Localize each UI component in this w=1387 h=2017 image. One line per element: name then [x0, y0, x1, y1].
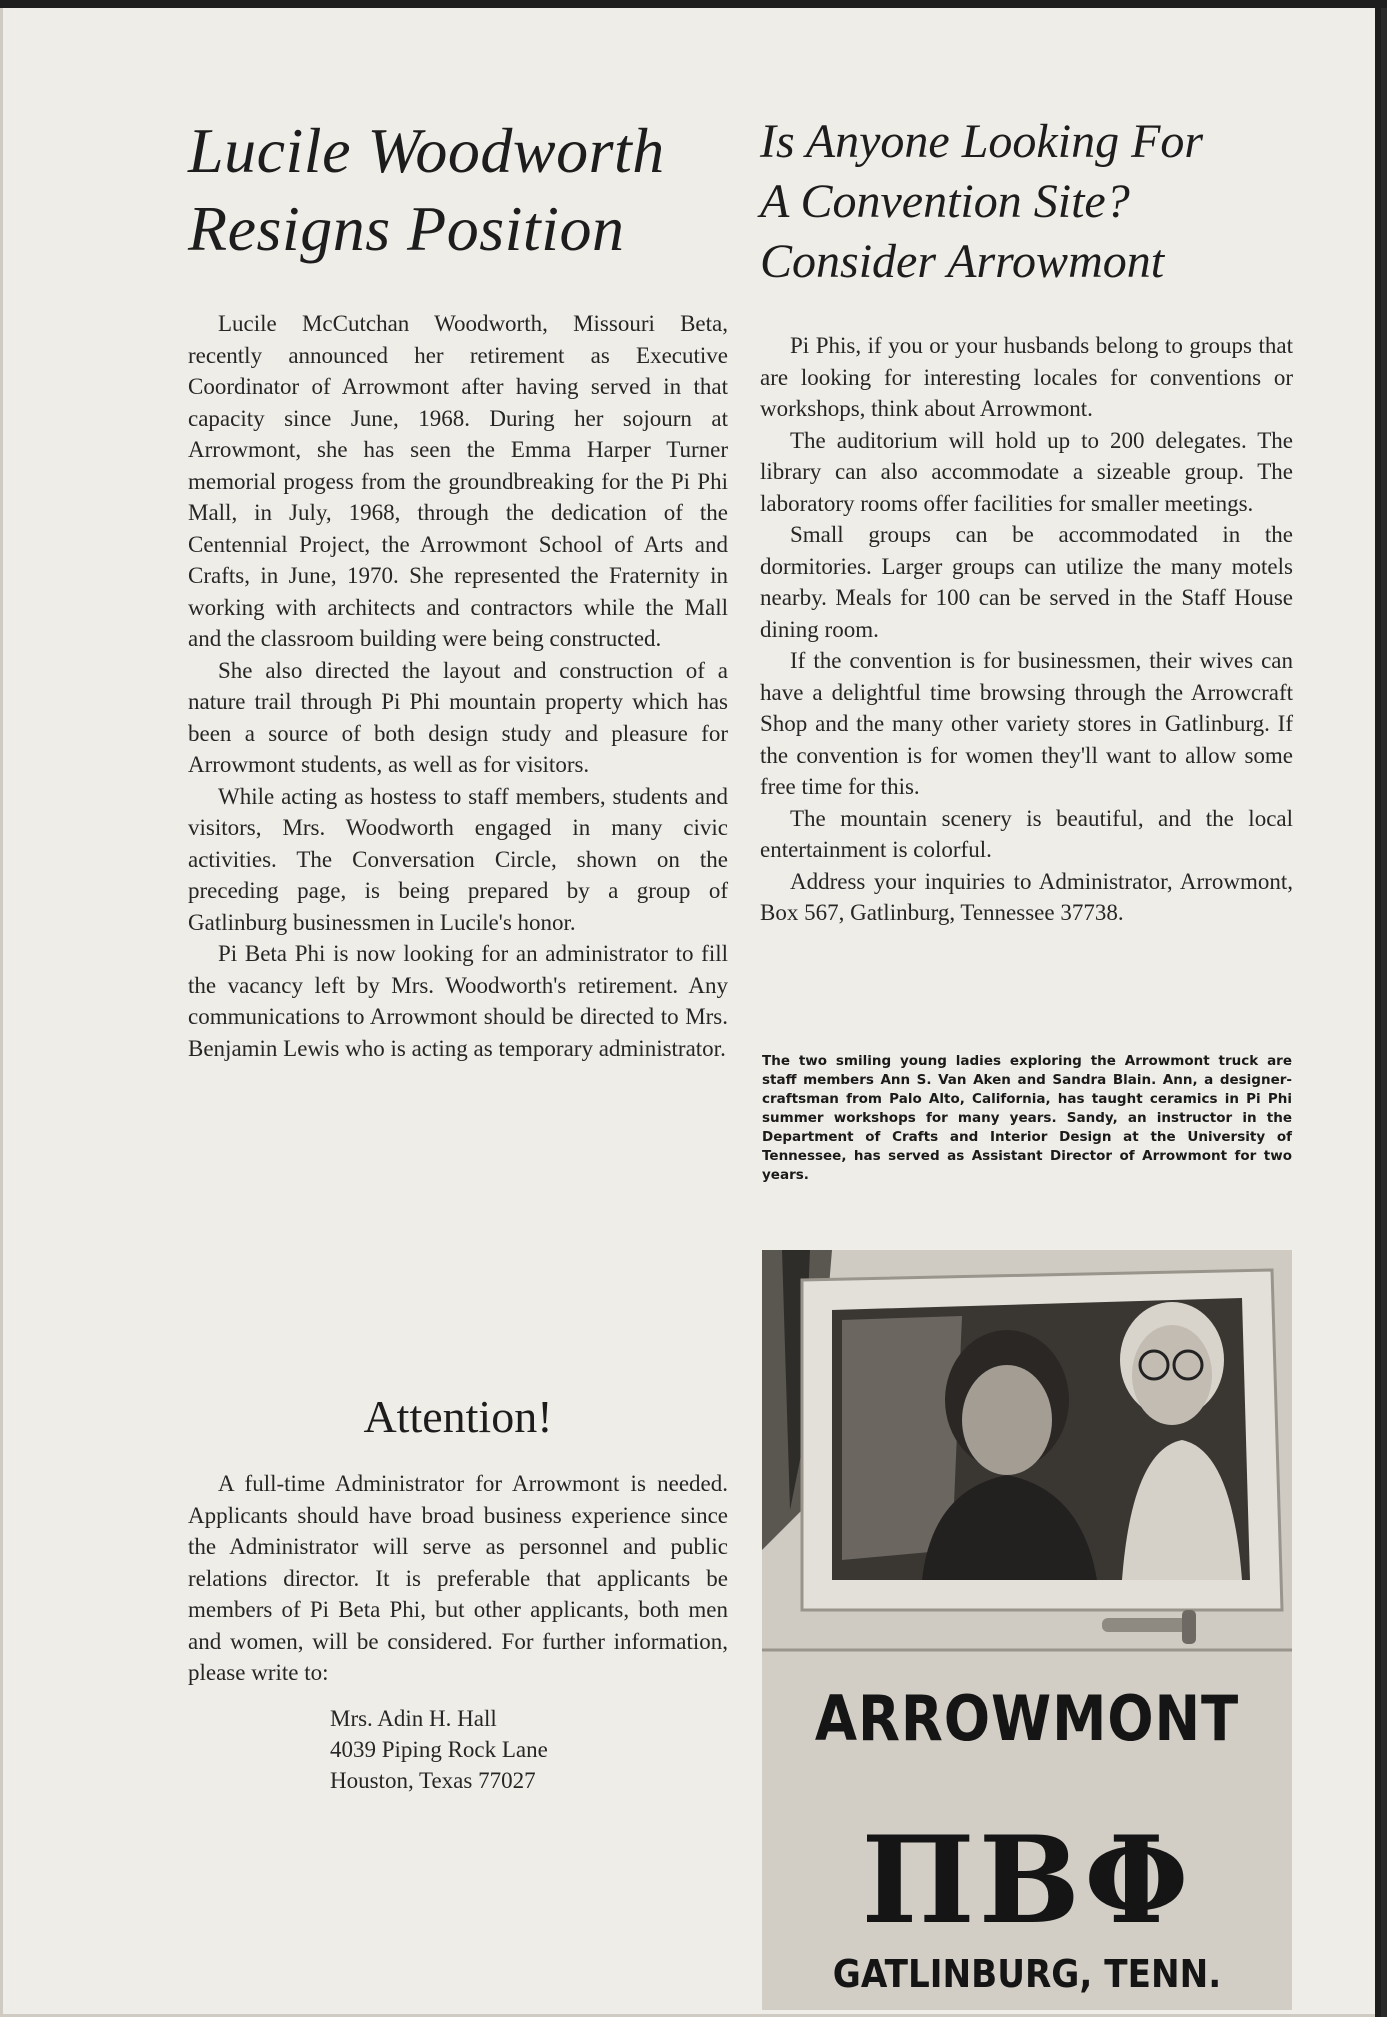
attention-notice: [188, 1390, 728, 1796]
attention-heading: Attention!: [363, 1391, 553, 1442]
mailing-address: [330, 1703, 728, 1796]
address-city: Houston, Texas 77027: [330, 1767, 536, 1793]
paragraph: While acting as hostess to staff members, students and visitors, Mrs. Woodworth engaged in many civic activities. The Conversation Circle, shown on the preceding page, is being prepared by a group of Gatlinburg businessmen in Lucile's honor.: [188, 783, 728, 935]
paragraph: The mountain scenery is beautiful, and the local entertainment is colorful.: [760, 805, 1293, 862]
article-woodworth: [188, 112, 728, 1064]
truck-lettering-location: GATLINBURG, TENN.: [832, 1952, 1222, 1996]
scan-right-border: [1375, 0, 1381, 2017]
paragraph: Pi Phis, if you or your husbands belong to groups that are looking for interesting locales for conventions or workshops, think about Arrowmont.: [760, 333, 1293, 421]
paragraph: Small groups can be accommodated in the dormitories. Larger groups can utilize the many motels nearby. Meals for 100 can be served in the Staff House dining room.: [760, 522, 1293, 642]
title-line-2: A Convention Site?: [760, 175, 1130, 228]
paragraph: Pi Beta Phi is now looking for an administrator to fill the vacancy left by Mrs. Woodworth's retirement. Any communications to Arrowmont should be directed to Mrs. Benjamin Lewis who is acting as temporary administrator.: [188, 941, 728, 1061]
title-line-1: Lucile Woodworth: [188, 115, 665, 186]
attention-paragraph: A full-time Administrator for Arrowmont is needed. Applicants should have broad business experience since the Administrator will serve as personnel and public relations director. It is preferable that applicants be members of Pi Beta Phi, but other applicants, both men and women, will be considered. For further information, please write to:: [188, 1471, 728, 1685]
paragraph: She also directed the layout and construction of a nature trail through Pi Phi mountain property which has been a source of both design study and pleasure for Arrowmont students, as well as for visitors.: [188, 657, 728, 777]
photo-caption: The two smiling young ladies exploring the Arrowmont truck are staff members Ann S. Van Aken and Sandra Blain. Ann, a designer-craftsman from Palo Alto, California, has taught ceramics in Pi Phi summer workshops for many years. Sandy, an instructor in the Department of Crafts and Interior Design at the University of Tennessee, has served as Assistant Director of Arrowmont for two years.: [762, 1053, 1292, 1183]
address-name: Mrs. Adin H. Hall: [330, 1705, 497, 1731]
paragraph: The auditorium will hold up to 200 delegates. The library can also accommodate a sizeable group. The laboratory rooms offer facilities for smaller meetings.: [760, 427, 1293, 516]
article-convention-title: [760, 112, 1293, 292]
article-convention-body: [760, 330, 1293, 929]
address-street: 4039 Piping Rock Lane: [330, 1736, 548, 1762]
truck-photo: [762, 1250, 1292, 2010]
title-line-3: Consider Arrowmont: [760, 235, 1165, 288]
article-convention-site: [760, 112, 1293, 929]
title-line-2: Resigns Position: [188, 193, 625, 264]
paragraph: Address your inquiries to Administrator, Arrowmont, Box 567, Gatlinburg, Tennessee 37738.: [760, 868, 1293, 925]
truck-lettering-arrowmont: ARROWMONT: [814, 1682, 1240, 1755]
truck-lettering-greek: ΠΒΦ: [861, 1810, 1193, 1951]
article-woodworth-title: [188, 112, 728, 268]
paragraph: If the convention is for businessmen, their wives can have a delightful time browsing through the Arrowcraft Shop and the many other variety stores in Gatlinburg. If the convention is for women they'll want to allow some free time for this.: [760, 648, 1293, 799]
paragraph: Lucile McCutchan Woodworth, Missouri Beta, recently announced her retirement as Executive Coordinator of Arrowmont after having served in that capacity since June, 1968. During her sojourn at Arrowmont, she has seen the Emma Harper Turner memorial progess from the groundbreaking for the Pi Phi Mall, in July, 1968, through the dedication of the Centennial Project, the Arrowmont School of Arts and Crafts, in June, 1970. She represented the Fraternity in working with architects and contractors while the Mall and the classroom building were being constructed.: [188, 311, 728, 651]
article-woodworth-body: [188, 308, 728, 1064]
scan-top-border: [0, 0, 1387, 8]
title-line-1: Is Anyone Looking For: [760, 115, 1204, 168]
